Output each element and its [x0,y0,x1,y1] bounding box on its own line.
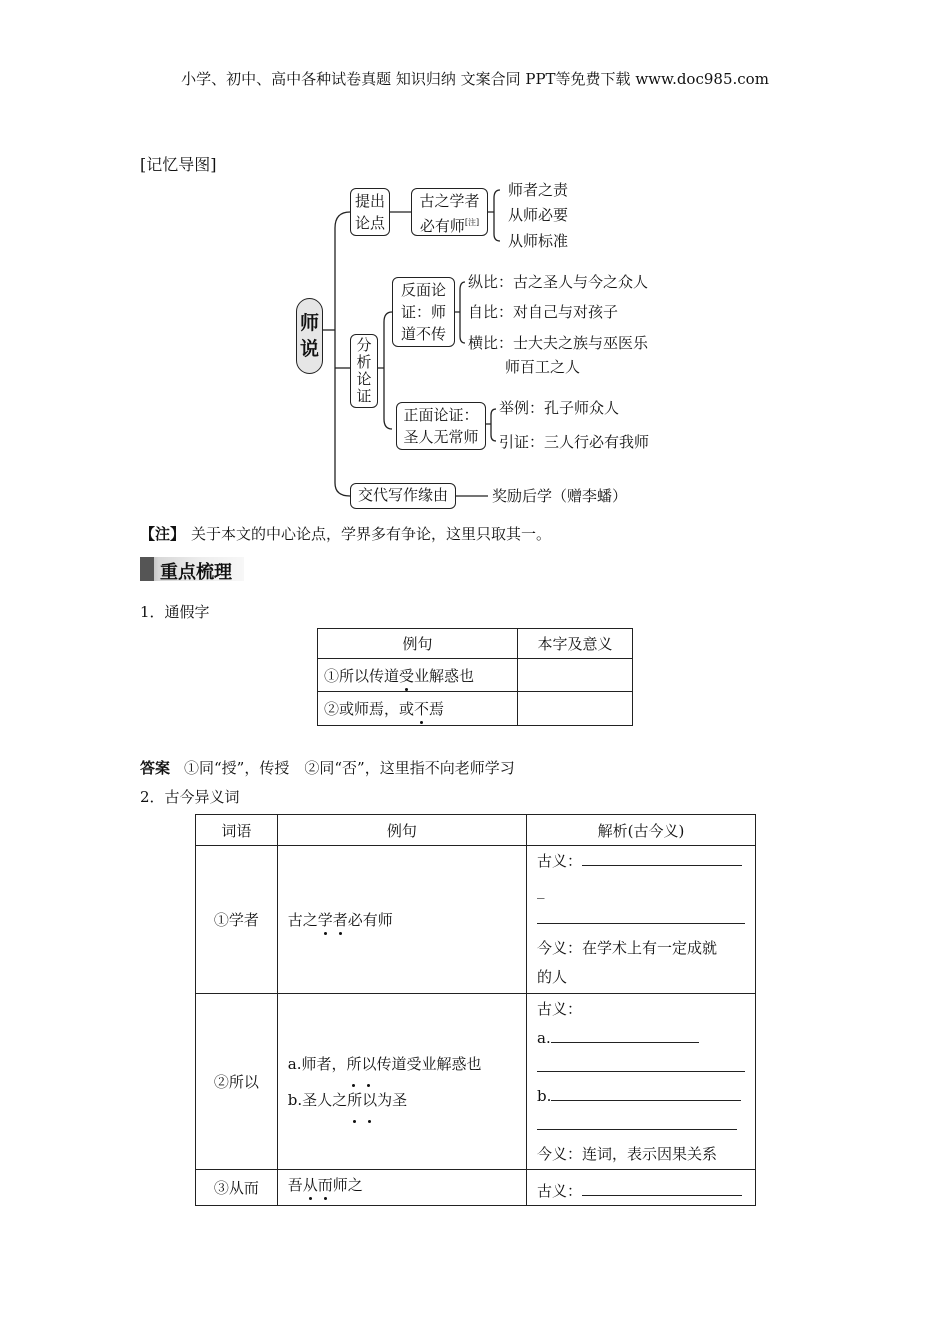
node-writing-reason: 交代写作缘由 [350,483,456,509]
text: b. [537,1087,552,1105]
fill-blank[interactable] [537,1114,737,1130]
line [288,1082,526,1118]
line [537,1024,745,1053]
note-tag: 【注】 [140,525,186,543]
table-row [318,659,633,692]
text: 吾 [287,1176,303,1194]
table-header: 本字及意义 [518,629,633,659]
gu-label: 古义： [537,852,583,870]
text: 古之 [287,911,318,929]
root-char: 说 [299,338,319,360]
node-line: 论点 [354,214,385,232]
q1-answer [140,757,515,778]
node-line: 证：师 [400,303,446,321]
leaf-example: 举例：孔子师众人 [499,399,620,417]
section-banner [140,557,244,581]
line [537,1082,745,1111]
text: 师之 [332,1176,363,1194]
table-header: 解析(古今义) [527,815,756,846]
text: a. [537,1029,551,1047]
leaf-vertical-compare: 纵比：古之圣人与今之众人 [468,273,649,291]
banner-bar [140,557,154,581]
node-line [412,212,487,237]
node-line: 论 [356,370,372,388]
dotted-char: 者 [332,911,348,929]
node-analysis [350,334,378,408]
table-cell [318,659,518,692]
table-row [196,1170,756,1206]
text: b.圣人之 [287,1090,348,1109]
q2-title: 2．古今异义词 [140,788,240,806]
node-line: 分 [356,336,372,354]
section-title: 重点梳理 [160,562,232,583]
leaf-horizontal-compare-cont: 师百工之人 [505,358,581,376]
leaf-horizontal-compare: 横比：士大夫之族与巫医乐 [468,334,649,352]
node-thesis [411,188,488,236]
line [537,905,745,934]
q1-title: 1．通假字 [140,603,210,621]
table-header: 词语 [196,815,278,846]
mindmap-label: [记忆导图] [140,155,217,174]
gu-label: 古义： [537,1000,583,1018]
word-cell: ③从而 [196,1170,278,1206]
page-header: 小学、初中、高中各种试卷真题 知识归纳 文案合同 PPT等免费下载 www.doc985.com [181,70,769,88]
answer-cell[interactable] [518,692,633,726]
table-header: 例句 [318,629,518,659]
jin-text: 今义：连词，表示因果关系 [537,1145,718,1163]
table-row [318,692,633,726]
table-cell [318,692,518,726]
dotted-char: 所 [346,1046,361,1082]
fill-blank[interactable] [582,1180,742,1196]
line [537,1053,745,1082]
line [288,1046,526,1082]
word-cell: ①学者 [196,846,278,994]
dotted-char: 从 [302,1176,318,1194]
fill-blank[interactable] [537,1056,745,1072]
fill-blank[interactable] [582,850,742,866]
dotted-char: 而 [317,1176,333,1194]
line [537,847,745,876]
fill-blank[interactable] [551,1027,699,1043]
text: ①所以传道 [324,666,400,685]
q1-table [317,628,633,726]
node-line: 圣人无常师 [403,428,479,446]
text: 业解惑也 [414,666,475,685]
leaf-teacher-standard: 从师标准 [508,232,569,250]
text: 必有师 [347,911,393,929]
analysis-cell [527,994,756,1170]
example-cell [277,1170,526,1206]
note-marker: [注] [464,218,480,227]
text: 焉 [429,700,445,718]
answer-label: 答案 [140,759,171,777]
mindmap-root-node [296,298,323,374]
q2-table [195,814,756,1206]
table-row [196,994,756,1170]
example-cell [277,846,526,994]
note-text: 关于本文的中心论点，学界多有争论，这里只取其一。 [191,525,552,543]
dotted-char: 以 [362,1082,377,1118]
table-row [196,846,756,994]
dotted-char: 以 [361,1046,376,1082]
node-line: 析 [356,353,372,371]
dotted-char: 所 [347,1082,362,1118]
leaf-self-compare: 自比：对自己与对孩子 [468,303,619,321]
example-cell [277,994,526,1170]
leaf-citation: 引证：三人行必有我师 [499,433,650,451]
text: a.师者， [287,1054,347,1073]
node-line: 道不传 [400,325,446,343]
fill-blank[interactable] [551,1085,741,1101]
line [537,1111,745,1140]
table-header: 例句 [277,815,526,846]
text: 为圣 [377,1090,408,1109]
answer-text: ①同“授”，传授 ②同“否”，这里指不向老师学习 [184,759,515,777]
text: _ [537,881,545,899]
root-char: 师 [299,312,319,334]
node-line: 正面论证： [403,406,479,424]
node-propose-thesis [350,188,390,236]
node-line: 古之学者 [419,192,480,210]
jin-text: 的人 [537,968,568,986]
leaf-encourage: 奖励后学（赠李蟠） [492,487,628,505]
node-positive-argument [396,402,486,450]
dotted-char: 学 [317,911,333,929]
analysis-cell [527,846,756,994]
node-line: 提出 [354,192,385,210]
dotted-char: 不 [414,700,430,718]
answer-cell[interactable] [518,659,633,692]
analysis-cell [527,1170,756,1206]
table-row [318,629,633,659]
dotted-char: 受 [399,666,415,685]
fill-blank[interactable] [537,908,745,924]
leaf-need-teacher: 从师必要 [508,206,569,224]
node-line: 证 [356,387,372,405]
word-cell: ②所以 [196,994,278,1170]
gu-label: 古义： [537,1182,583,1200]
node-negative-argument [392,277,455,347]
table-row [196,815,756,846]
text: 传道受业解惑也 [376,1054,482,1073]
leaf-teacher-duty: 师者之责 [508,181,569,199]
text: ②或师焉，或 [324,700,415,718]
note [140,523,551,544]
jin-text: 今义：在学术上有一定成就 [537,939,718,957]
node-line-text: 必有师 [419,217,465,235]
node-line: 反面论 [400,281,446,299]
